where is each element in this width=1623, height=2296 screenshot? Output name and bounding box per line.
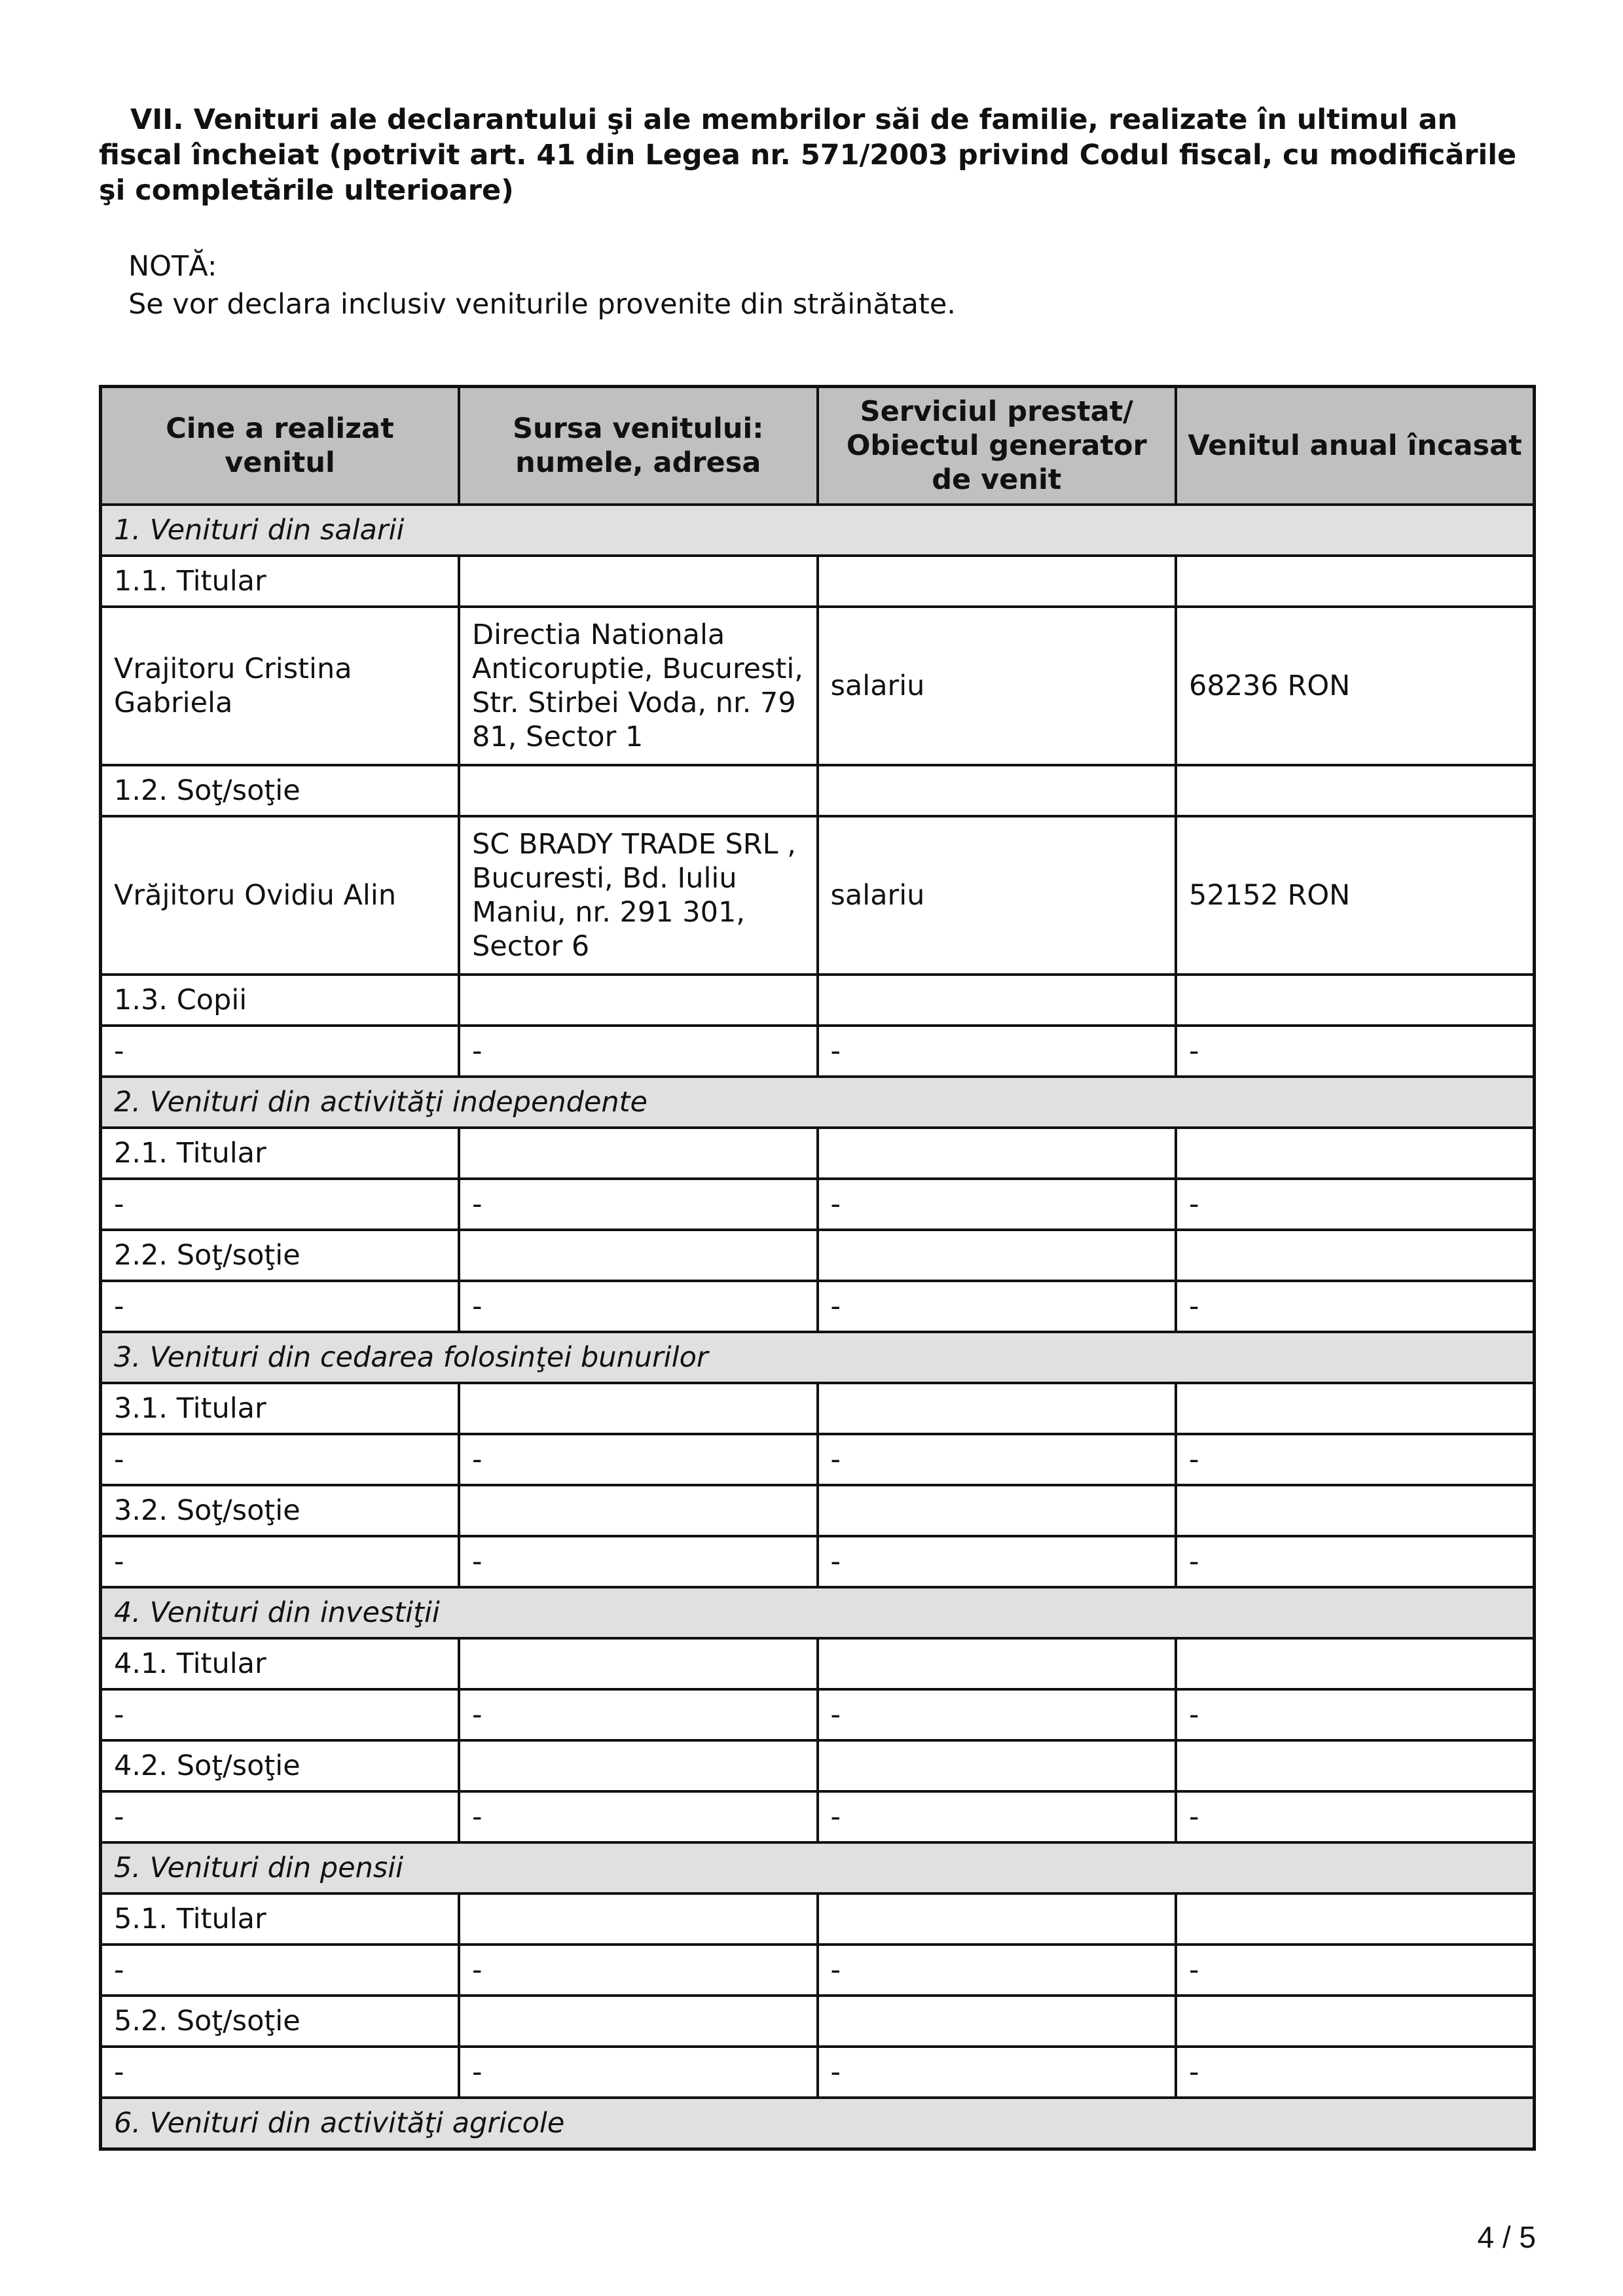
note-text: Se vor declara inclusiv veniturile provenite din străinătate. [128, 288, 956, 321]
subsection-label: 2.1. Titular [101, 1128, 460, 1179]
empty-cell [1176, 1893, 1535, 1945]
cell-who: - [101, 1434, 460, 1485]
cell-source: - [459, 1791, 818, 1842]
note-block [128, 247, 956, 323]
empty-cell [818, 1230, 1176, 1281]
cell-service: - [818, 1689, 1176, 1740]
cell-who: - [101, 1689, 460, 1740]
cell-amount: - [1176, 1179, 1535, 1230]
section-title: 4. Venituri din investiţii [101, 1587, 1535, 1638]
cell-source: - [459, 1434, 818, 1485]
empty-cell [818, 1893, 1176, 1945]
header-annual-income: Venitul anual încasat [1176, 387, 1535, 505]
empty-cell [1176, 1740, 1535, 1791]
section-title: 6. Venituri din activităţi agricole [101, 2098, 1535, 2149]
cell-who: - [101, 1536, 460, 1587]
empty-entry-row [101, 1689, 1535, 1740]
subsection-label: 1.2. Soţ/soţie [101, 765, 460, 816]
income-table [99, 385, 1536, 2151]
cell-amount: 52152 RON [1176, 816, 1535, 975]
subsection-label: 1.3. Copii [101, 975, 460, 1026]
section-title: 3. Venituri din cedarea folosinţei bunurilor [101, 1332, 1535, 1383]
empty-cell [459, 1740, 818, 1791]
empty-cell [459, 1128, 818, 1179]
subsection-row [101, 1740, 1535, 1791]
subsection-label: 5.2. Soţ/soţie [101, 1996, 460, 2047]
cell-amount: - [1176, 1281, 1535, 1332]
subsection-row [101, 556, 1535, 607]
cell-source: - [459, 2047, 818, 2098]
cell-amount: - [1176, 1791, 1535, 1842]
cell-source: - [459, 1945, 818, 1996]
empty-cell [818, 1128, 1176, 1179]
empty-entry-row [101, 1536, 1535, 1587]
cell-amount: - [1176, 2047, 1535, 2098]
empty-cell [818, 1383, 1176, 1434]
section-title: 1. Venituri din salarii [101, 505, 1535, 556]
cell-service: - [818, 1026, 1176, 1077]
cell-service: - [818, 1179, 1176, 1230]
cell-amount: - [1176, 1689, 1535, 1740]
cell-service: - [818, 1945, 1176, 1996]
empty-cell [818, 1740, 1176, 1791]
empty-cell [818, 1638, 1176, 1689]
cell-amount: - [1176, 1945, 1535, 1996]
subsection-row [101, 1638, 1535, 1689]
section-row [101, 2098, 1535, 2149]
empty-entry-row [101, 1179, 1535, 1230]
page-number: 4 / 5 [1477, 2220, 1536, 2254]
section-row [101, 505, 1535, 556]
empty-cell [1176, 1638, 1535, 1689]
note-label: NOTĂ: [128, 250, 217, 283]
cell-source: - [459, 1026, 818, 1077]
empty-cell [459, 1893, 818, 1945]
cell-who: - [101, 1945, 460, 1996]
empty-cell [459, 1383, 818, 1434]
subsection-row [101, 975, 1535, 1026]
cell-who: - [101, 1179, 460, 1230]
cell-service: - [818, 1536, 1176, 1587]
empty-entry-row [101, 1026, 1535, 1077]
empty-cell [1176, 765, 1535, 816]
empty-cell [1176, 1383, 1535, 1434]
empty-cell [459, 975, 818, 1026]
table-body [101, 505, 1535, 2149]
subsection-label: 1.1. Titular [101, 556, 460, 607]
empty-cell [1176, 1485, 1535, 1536]
subsection-label: 5.1. Titular [101, 1893, 460, 1945]
empty-cell [459, 1996, 818, 2047]
cell-service: salariu [818, 816, 1176, 975]
subsection-label: 4.1. Titular [101, 1638, 460, 1689]
income-entry-row [101, 816, 1535, 975]
section-row [101, 1077, 1535, 1128]
empty-cell [459, 1485, 818, 1536]
empty-cell [1176, 1230, 1535, 1281]
section-row [101, 1842, 1535, 1893]
section-heading: VII. Venituri ale declarantului şi ale membrilor săi de familie, realizate în ultimul an fiscal încheiat (potrivit art. 41 din Legea nr. 571/2003 privind Codul fiscal, cu modificările şi completările ulterioare) [99, 103, 1517, 207]
cell-service: salariu [818, 607, 1176, 765]
empty-entry-row [101, 2047, 1535, 2098]
empty-cell [818, 975, 1176, 1026]
subsection-row [101, 1230, 1535, 1281]
cell-source: SC BRADY TRADE SRL , Bucuresti, Bd. Iuliu Maniu, nr. 291 301, Sector 6 [459, 816, 818, 975]
section-row [101, 1332, 1535, 1383]
empty-cell [818, 1485, 1176, 1536]
subsection-row [101, 1128, 1535, 1179]
cell-amount: - [1176, 1536, 1535, 1587]
cell-source: - [459, 1689, 818, 1740]
cell-who: - [101, 1791, 460, 1842]
cell-service: - [818, 1791, 1176, 1842]
section-row [101, 1587, 1535, 1638]
cell-who: Vrajitoru Cristina Gabriela [101, 607, 460, 765]
empty-cell [1176, 975, 1535, 1026]
cell-amount: - [1176, 1026, 1535, 1077]
cell-source: Directia Nationala Anticoruptie, Bucuresti, Str. Stirbei Voda, nr. 79 81, Sector 1 [459, 607, 818, 765]
section-title: 5. Venituri din pensii [101, 1842, 1535, 1893]
cell-service: - [818, 1434, 1176, 1485]
header-source: Sursa venitului: numele, adresa [459, 387, 818, 505]
header-who: Cine a realizat venitul [101, 387, 460, 505]
empty-entry-row [101, 1791, 1535, 1842]
subsection-row [101, 765, 1535, 816]
empty-cell [1176, 1996, 1535, 2047]
subsection-label: 2.2. Soţ/soţie [101, 1230, 460, 1281]
cell-who: - [101, 1281, 460, 1332]
subsection-label: 4.2. Soţ/soţie [101, 1740, 460, 1791]
subsection-label: 3.2. Soţ/soţie [101, 1485, 460, 1536]
cell-who: - [101, 1026, 460, 1077]
cell-service: - [818, 1281, 1176, 1332]
table-header-row [101, 387, 1535, 505]
empty-cell [1176, 556, 1535, 607]
section-title: 2. Venituri din activităţi independente [101, 1077, 1535, 1128]
cell-source: - [459, 1281, 818, 1332]
empty-cell [818, 556, 1176, 607]
subsection-row [101, 1383, 1535, 1434]
empty-entry-row [101, 1945, 1535, 1996]
subsection-row [101, 1893, 1535, 1945]
cell-amount: 68236 RON [1176, 607, 1535, 765]
cell-who: Vrăjitoru Ovidiu Alin [101, 816, 460, 975]
income-entry-row [101, 607, 1535, 765]
cell-who: - [101, 2047, 460, 2098]
subsection-row [101, 1485, 1535, 1536]
subsection-label: 3.1. Titular [101, 1383, 460, 1434]
empty-cell [1176, 1128, 1535, 1179]
empty-cell [818, 765, 1176, 816]
empty-cell [459, 556, 818, 607]
empty-cell [459, 1230, 818, 1281]
empty-cell [459, 1638, 818, 1689]
cell-amount: - [1176, 1434, 1535, 1485]
cell-source: - [459, 1536, 818, 1587]
cell-source: - [459, 1179, 818, 1230]
empty-cell [818, 1996, 1176, 2047]
header-service: Serviciul prestat/ Obiectul generator de venit [818, 387, 1176, 505]
cell-service: - [818, 2047, 1176, 2098]
empty-entry-row [101, 1281, 1535, 1332]
empty-cell [459, 765, 818, 816]
subsection-row [101, 1996, 1535, 2047]
empty-entry-row [101, 1434, 1535, 1485]
